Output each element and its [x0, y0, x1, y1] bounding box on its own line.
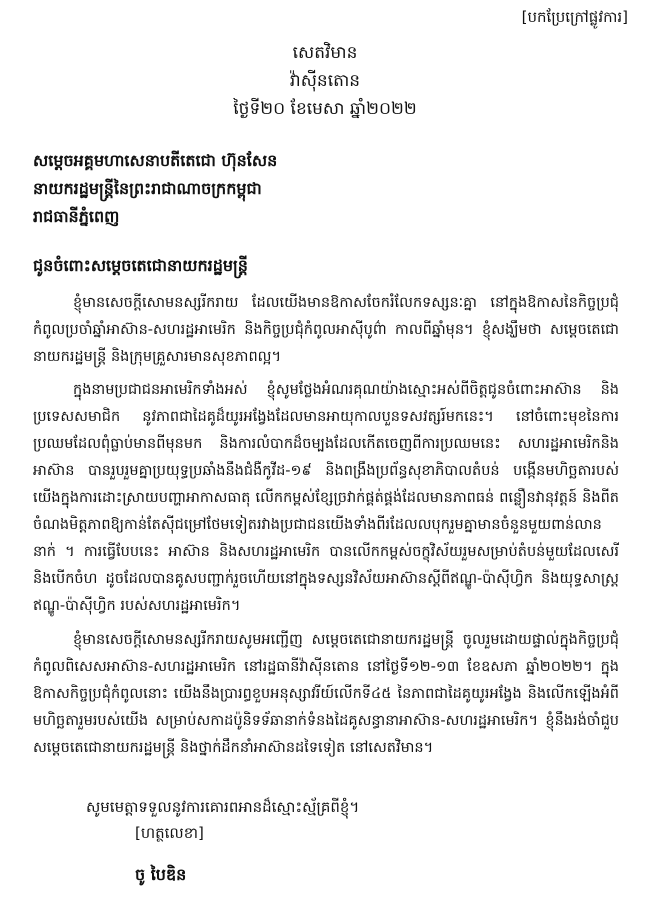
recipient-line-3: រាជធានីភ្នំពេញ [33, 207, 120, 226]
signature-placeholder: [ហត្ថលេខា] [135, 824, 204, 842]
recipient-line-1: សម្តេចអគ្គមហាសេនាបតីតេជោ ហ៊ុនសែន [33, 151, 278, 170]
signer-name: ចូ បៃឌិន [135, 865, 187, 884]
body-paragraph-2: ក្នុងនាមប្រជាជនអាមេរិកទាំងអស់ ខ្ញុំសូមថ្លែងអំណរគុណយ៉ាងស្មោះអស់ពីចិត្តជូនចំពោះអាស៊ាន និងប្រទេសសមាជិក នូវភាពជាដៃគូដ៏យូរអង្វែងដែលមានអាយុកាលបួនទសវត្សរ៍មកនេះ។ នៅចំពោះមុខនៃការប្រឈមដែលពុំធ្លាប់មានពីមុនមក និងការលំបាកដ៏ចម្បងដែលកើតចេញពីការប្រឈមនេះ សហរដ្ឋអាមេរិកនិងអាស៊ាន បានរួបរួមគ្នាប្រយុទ្ធប្រឆាំងនឹងជំងឺកូវីដ-១៩ និងពង្រឹងប្រព័ន្ធសុខាភិបាលតំបន់ បង្កើនមហិច្ឆតារបស់យើងក្នុងការដោះស្រាយបញ្ហាអាកាសធាតុ លើកកម្ពស់ខ្សែច្រវាក់ផ្គត់ផ្គង់ដែលមានភាពធន់ ពន្លឿនវានុវត្តន៍ និងពីតចំណងមិត្តភាពឱ្យកាន់តែស៊ីជម្រៅថែមទៀតរវាងប្រជាជនយើងទាំងពីរដែលលបុករួមគ្នាមានចំនួនមួយពាន់លាននាក់ ។ ការធ្វើបែបនេះ អាស៊ាន និងសហរដ្ឋអាមេរិក បានលើកកម្ពស់ចក្ខុវិស័យរួមសម្រាប់តំបន់មួយដែលសេរី និងបើកចំហ ដូចដែលបានគូសបញ្ជាក់រួចហើយនៅក្នុងទស្សនវិស័យអាស៊ានស្តីពីឥណ្ឌូ-ប៉ាស៊ីហ្វិក និងយុទ្ធសាស្ត្រឥណ្ឌូ-ប៉ាស៊ីហ្វិក របស់សហរដ្ឋអាមេរិក។ [33, 382, 619, 614]
closing-line: សូមមេត្តាទទួលនូវការគោរពអានដ៏ស្មោះស្ម័គ្រពីខ្ញុំ។ [86, 798, 360, 816]
unofficial-translation-tag: [បកប្រែក្រៅផ្លូវការ] [521, 8, 628, 26]
letterhead-title: សេតវិមាន [292, 43, 358, 63]
letterhead-place: វ៉ាស៊ីនតោន [289, 71, 361, 91]
recipient-line-2: នាយករដ្ឋមន្ត្រីនៃព្រះរាជាណាចក្រកម្ពុជា [33, 179, 262, 198]
salutation: ជូនចំពោះសម្តេចតេជោនាយករដ្ឋមន្ត្រី [33, 256, 248, 275]
letter-date: ថ្ងៃទី២០ ខែមេសា ឆ្នាំ២០២២ [233, 99, 417, 119]
body-paragraph-1: ខ្ញុំមានសេចក្តីសោមនស្សរីករាយ ដែលយើងមានឱកាសចែករំលែកទស្សនៈគ្នា នៅក្នុងឱកាសនៃកិច្ចប្រជុំកំពូលប្រចាំឆ្នាំអាស៊ាន-សហរដ្ឋអាមេរិក និងកិច្ចប្រជុំកំពូលអាស៊ីបូព៌ា កាលពីឆ្នាំមុន។ ខ្ញុំសង្ឃឹមថា សម្តេចតេជោនាយករដ្ឋមន្ត្រី និងក្រុមគ្រួសារមានសុខភាពល្អ។ [33, 295, 619, 365]
body-paragraph-3: ខ្ញុំមានសេចក្តីសោមនស្សរីករាយសូមអញ្ជើញ សម្តេចតេជោនាយករដ្ឋមន្ត្រី ចូលរួមដោយផ្ទាល់ក្នុងកិច្ចប្រជុំកំពូលពិសេសអាស៊ាន-សហរដ្ឋអាមេរិក នៅរដ្ឋធានីវ៉ាស៊ីនតោន នៅថ្ងៃទី១២-១៣ ខែឧសភា ឆ្នាំ២០២២។ ក្នុងឱកាសកិច្ចប្រជុំកំពូលនោះ យើងនឹងប្រារព្ធខួបអនុស្សាវរីយ៍លើកទី៤៥ នៃភាពជាដៃគូយូរអង្វែង និងលើកឡើងអំពីមហិច្ឆតារួមរបស់យើង សម្រាប់សកាដប៉ូនិទទ័ឆានាក់ទំនងដៃគូសន្ធានាអាស៊ាន-សហរដ្ឋអាមេរិក។ ខ្ញុំនឹងរង់ចាំជួប សម្តេចតេជោនាយករដ្ឋមន្ត្រី និងថ្នាក់ដឹកនាំអាស៊ានដទៃទៀត នៅសេតវិមាន។ [33, 632, 619, 756]
